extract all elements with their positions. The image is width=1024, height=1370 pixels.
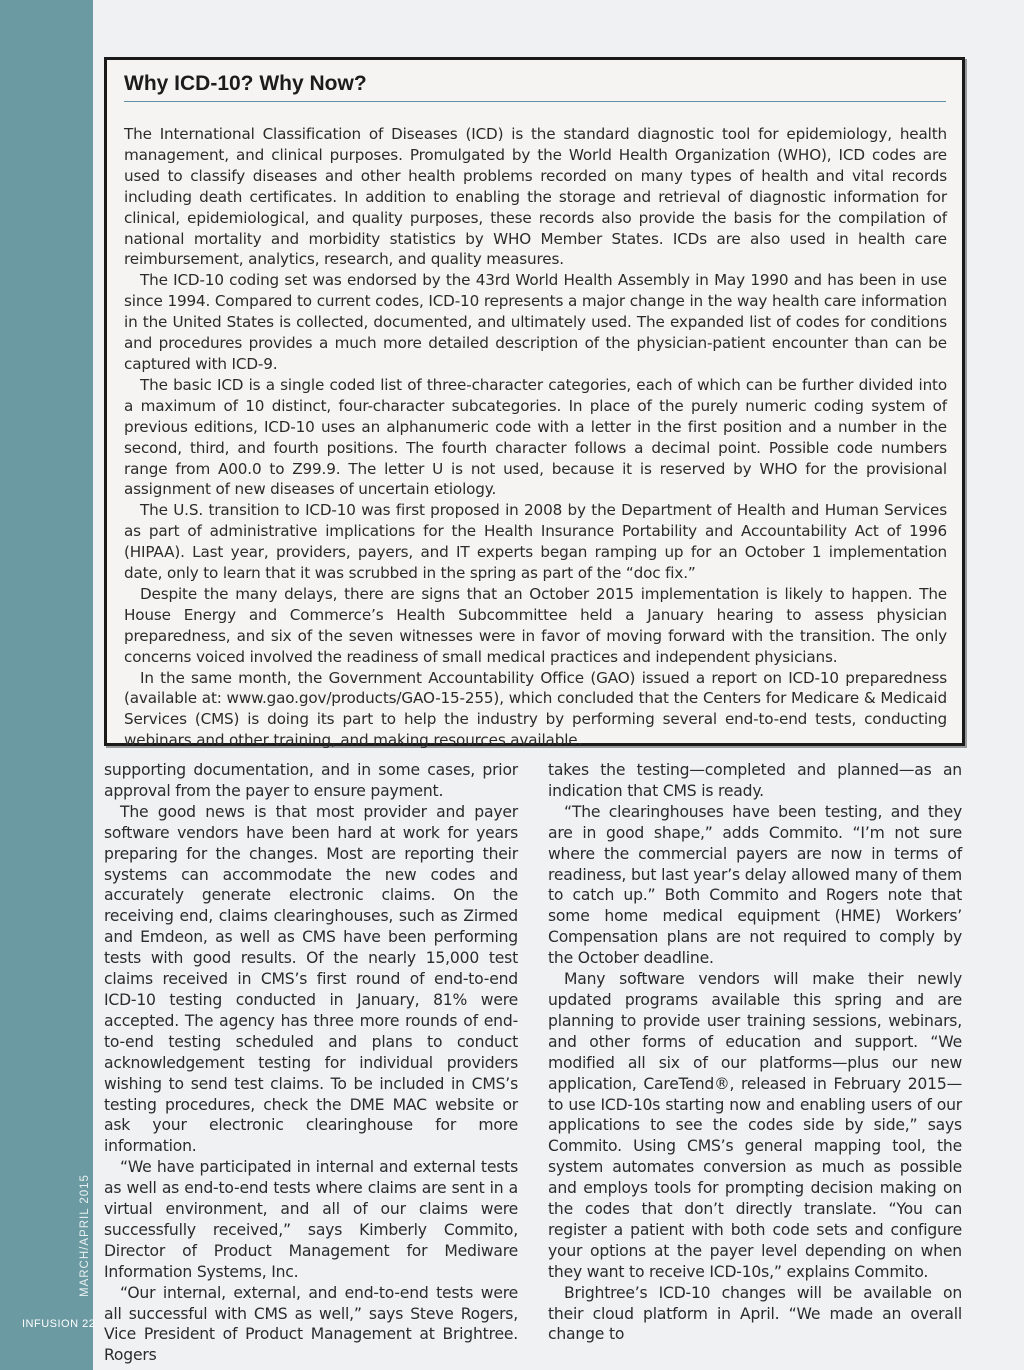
sidebox-paragraph: The basic ICD is a single coded list of three-character categories, each of which can be further divided into a maximum of 10 distinct, four-character subcategories. In place of the purely numeric coding system of previous editions, ICD-10 uses an alphanumeric code with a letter in the first position and a number in the second, third, and fourth positions. The fourth character follows a decimal point. Possible code numbers range from A00.0 to Z99.9. The letter U is not used, because it is reserved by WHO for the provisional assignment of new diseases of uncertain etiology. bbox=[124, 375, 947, 499]
article-paragraph: supporting documentation, and in some cases, prior approval from the payer to ensure payment. bbox=[104, 761, 518, 800]
sidebox-body bbox=[124, 124, 947, 751]
sidebar-strip bbox=[0, 0, 96, 1370]
article-paragraph: “We have participated in internal and external tests as well as end-to-end tests where claims are sent in a virtual environment, and all of our claims were successfully received,” says Kimberly Commito, Director of Product Management for Mediware Information Systems, Inc. bbox=[104, 1158, 518, 1281]
article-paragraph: The good news is that most provider and payer software vendors have been hard at work for years preparing for the changes. Most are reporting their systems can accommodate the new codes and accurately generate electronic claims. On the receiving end, claims clearinghouses, such as Zirmed and Emdeon, as well as CMS have been performing tests with good results. Of the nearly 15,000 test claims received in CMS’s first round of end-to-end ICD-10 testing conducted in January, 81% were accepted. The agency has three more rounds of end-to-end testing scheduled and plans to conduct acknowledgement testing for individual providers wishing to send test claims. To be included in CMS’s testing procedures, check the DME MAC website or ask your electronic clearinghouse for more information. bbox=[104, 802, 518, 1156]
article-paragraph: Many software vendors will make their newly updated programs available this spring and are planning to provide user training sessions, webinars, and other forms of education and support. “We modified all six of our platforms—plus our new application, CareTend®, released in February 2015—to use ICD-10s starting now and enabling users of our applications to see the codes side by side,” says Commito. Using CMS’s general mapping tool, the system automates conversion as much as possible and employs tools for prompting decision making on the codes that don’t directly translate. “You can register a patient with both code sets and configure your options at the payer level depending on when they want to receive ICD-10s,” explains Commito. bbox=[548, 970, 962, 1281]
sidebox-paragraph: Despite the many delays, there are signs that an October 2015 implementation is likely to happen. The House Energy and Commerce’s Health Subcommittee held a January hearing to assess physician preparedness, and six of the seven witnesses were in favor of moving forward with the transition. The only concerns voiced involved the readiness of small medical practices and independent physicians. bbox=[124, 584, 947, 666]
sidebox-paragraph: The ICD-10 coding set was endorsed by the 43rd World Health Assembly in May 1990 and has been in use since 1994. Compared to current codes, ICD-10 represents a major change in the way health care information in the United States is collected, documented, and ultimately used. The expanded list of codes for conditions and procedures provides a much more detailed description of the physician-patient encounter than can be captured with ICD-9. bbox=[124, 271, 947, 373]
article-paragraph: “The clearinghouses have been testing, and they are in good shape,” adds Commito. “I’m not sure where the commercial payers are now in terms of readiness, but last year’s delay allowed many of them to catch up.” Both Commito and Rogers note that some home medical equipment (HME) Workers’ Compensation plans are not required to comply by the October deadline. bbox=[548, 802, 962, 968]
article-left-column bbox=[104, 760, 518, 1366]
article-paragraph: Brightree’s ICD-10 changes will be available on their cloud platform in April. “We made an overall change to bbox=[548, 1283, 962, 1344]
article-paragraph: takes the testing—completed and planned—as an indication that CMS is ready. bbox=[548, 761, 962, 800]
sidebar-box bbox=[104, 57, 965, 750]
sidebox-title: Why ICD-10? Why Now? bbox=[124, 72, 946, 102]
issue-date: MARCH/APRIL 2015 bbox=[79, 1174, 91, 1297]
sidebox-paragraph: The U.S. transition to ICD-10 was first proposed in 2008 by the Department of Health and Human Services as part of administrative implications for the Health Insurance Portability and Accountability Act of 1996 (HIPAA). Last year, providers, payers, and IT experts began ramping up for an October 1 implementation date, only to learn that it was scrubbed in the spring as part of the “doc fix.” bbox=[124, 501, 947, 583]
page-footer: INFUSION 22 bbox=[22, 1318, 96, 1330]
sidebox-paragraph: The International Classification of Diseases (ICD) is the standard diagnostic tool for epidemiology, health management, and clinical purposes. Promulgated by the World Health Organization (WHO), ICD codes are used to classify diseases and other health problems recorded on many types of health and vital records including death certificates. In addition to enabling the storage and retrieval of diagnostic information for clinical, epidemiological, and quality purposes, these records also provide the basis for the compilation of national mortality and morbidity statistics by WHO Member States. ICDs are also used in health care reimbursement, analytics, research, and quality measures. bbox=[124, 125, 947, 269]
article-right-column bbox=[548, 760, 962, 1345]
article-paragraph: “Our internal, external, and end-to-end tests were all successful with CMS as well,” says Steve Rogers, Vice President of Product Management at Brightree. Rogers bbox=[104, 1283, 518, 1365]
sidebox-paragraph: In the same month, the Government Accountability Office (GAO) issued a report on ICD-10 preparedness (available at: www.gao.gov/products/GAO-15-255), which concluded that the Centers for Medicare & Medicaid Services (CMS) is doing its part to help the industry by performing several end-to-end tests, conducting webinars and other training, and making resources available. bbox=[124, 668, 947, 750]
